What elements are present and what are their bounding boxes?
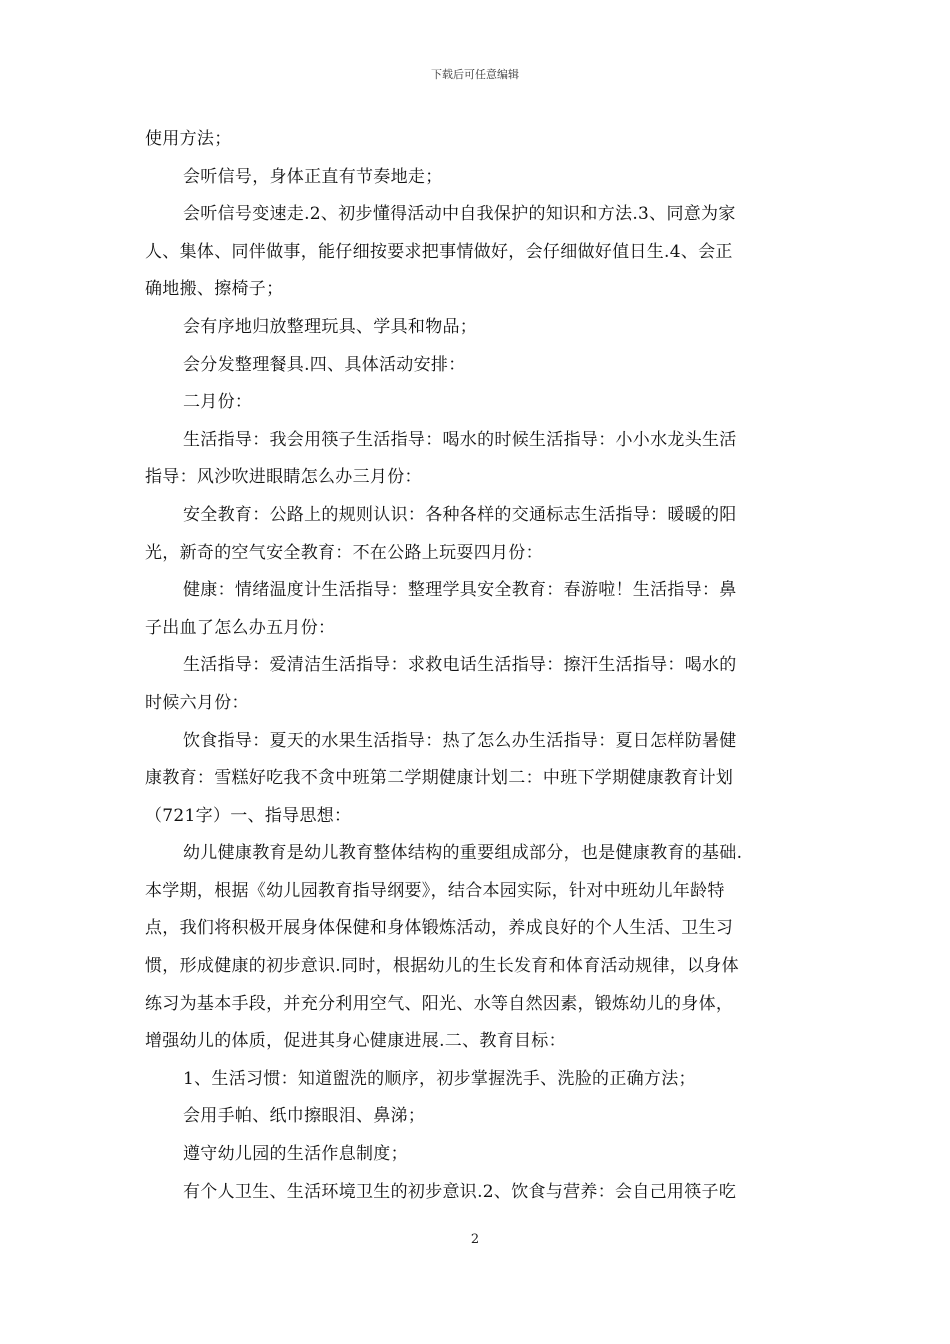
text-line: 遵守幼儿园的生活作息制度； (183, 1144, 408, 1165)
text-line: 饮食指导：夏天的水果生活指导：热了怎么办生活指导：夏日怎样防暑健 (183, 730, 737, 751)
text-line: 会用手帕、纸巾擦眼泪、鼻涕； (183, 1106, 426, 1127)
text-line: 惯，形成健康的初步意识.同时，根据幼儿的生长发育和体育活动规律，以身体 (145, 956, 739, 977)
text-line: （721字）一、指导思想： (145, 805, 352, 826)
document-body (145, 121, 807, 1211)
text-line: 人、集体、同伴做事，能仔细按要求把事情做好，会仔细做好值日生.4、会正 (145, 241, 733, 262)
text-line: 有个人卫生、生活环境卫生的初步意识.2、饮食与营养：会自己用筷子吃 (183, 1181, 737, 1202)
text-line: 使用方法； (145, 129, 232, 149)
text-line: 幼儿健康教育是幼儿教育整体结构的重要组成部分，也是健康教育的基础. (183, 843, 743, 864)
text-line: 点，我们将积极开展身体保健和身体锻炼活动，养成良好的个人生活、卫生习 (145, 918, 734, 939)
text-line: 安全教育：公路上的规则认识：各种各样的交通标志生活指导：暖暖的阳 (183, 504, 737, 525)
text-line: 会有序地归放整理玩具、学具和物品； (183, 316, 478, 337)
text-line: 本学期，根据《幼儿园教育指导纲要》，结合本园实际，针对中班幼儿年龄特 (145, 880, 725, 901)
text-line: 练习为基本手段，并充分利用空气、阳光、水等自然因素，锻炼幼儿的身体， (145, 993, 734, 1014)
text-line: 时候六月份： (145, 692, 249, 713)
text-line: 增强幼儿的体质，促进其身心健康进展.二、教育目标： (145, 1031, 566, 1052)
text-line: 生活指导：爱清洁生活指导：求救电话生活指导：擦汗生活指导：喝水的 (183, 655, 737, 676)
page-header: 下载后可任意编辑 (431, 68, 519, 81)
text-line: 光，新奇的空气安全教育：不在公路上玩耍四月份： (145, 542, 543, 563)
page-number: 2 (470, 1232, 480, 1247)
text-line: 确地搬、擦椅子； (145, 279, 284, 300)
text-line: 指导：风沙吹进眼睛怎么办三月份： (145, 467, 422, 488)
text-line: 健康：情绪温度计生活指导：整理学具安全教育：春游啦！生活指导：鼻 (183, 580, 737, 601)
text-line: 子出血了怎么办五月份： (145, 617, 336, 638)
text-line: 生活指导：我会用筷子生活指导：喝水的时候生活指导：小小水龙头生活 (183, 429, 737, 450)
text-line: 1、生活习惯：知道盥洗的顺序，初步掌握洗手、洗脸的正确方法； (183, 1068, 696, 1089)
text-line: 二月份： (183, 392, 253, 413)
text-line: 康教育：雪糕好吃我不贪中班第二学期健康计划二：中班下学期健康教育计划 (145, 768, 734, 789)
text-line: 会听信号，身体正直有节奏地走； (183, 166, 443, 187)
text-line: 会分发整理餐具.四、具体活动安排： (183, 354, 466, 375)
text-line: 会听信号变速走.2、初步懂得活动中自我保护的知识和方法.3、同意为家 (183, 204, 736, 225)
